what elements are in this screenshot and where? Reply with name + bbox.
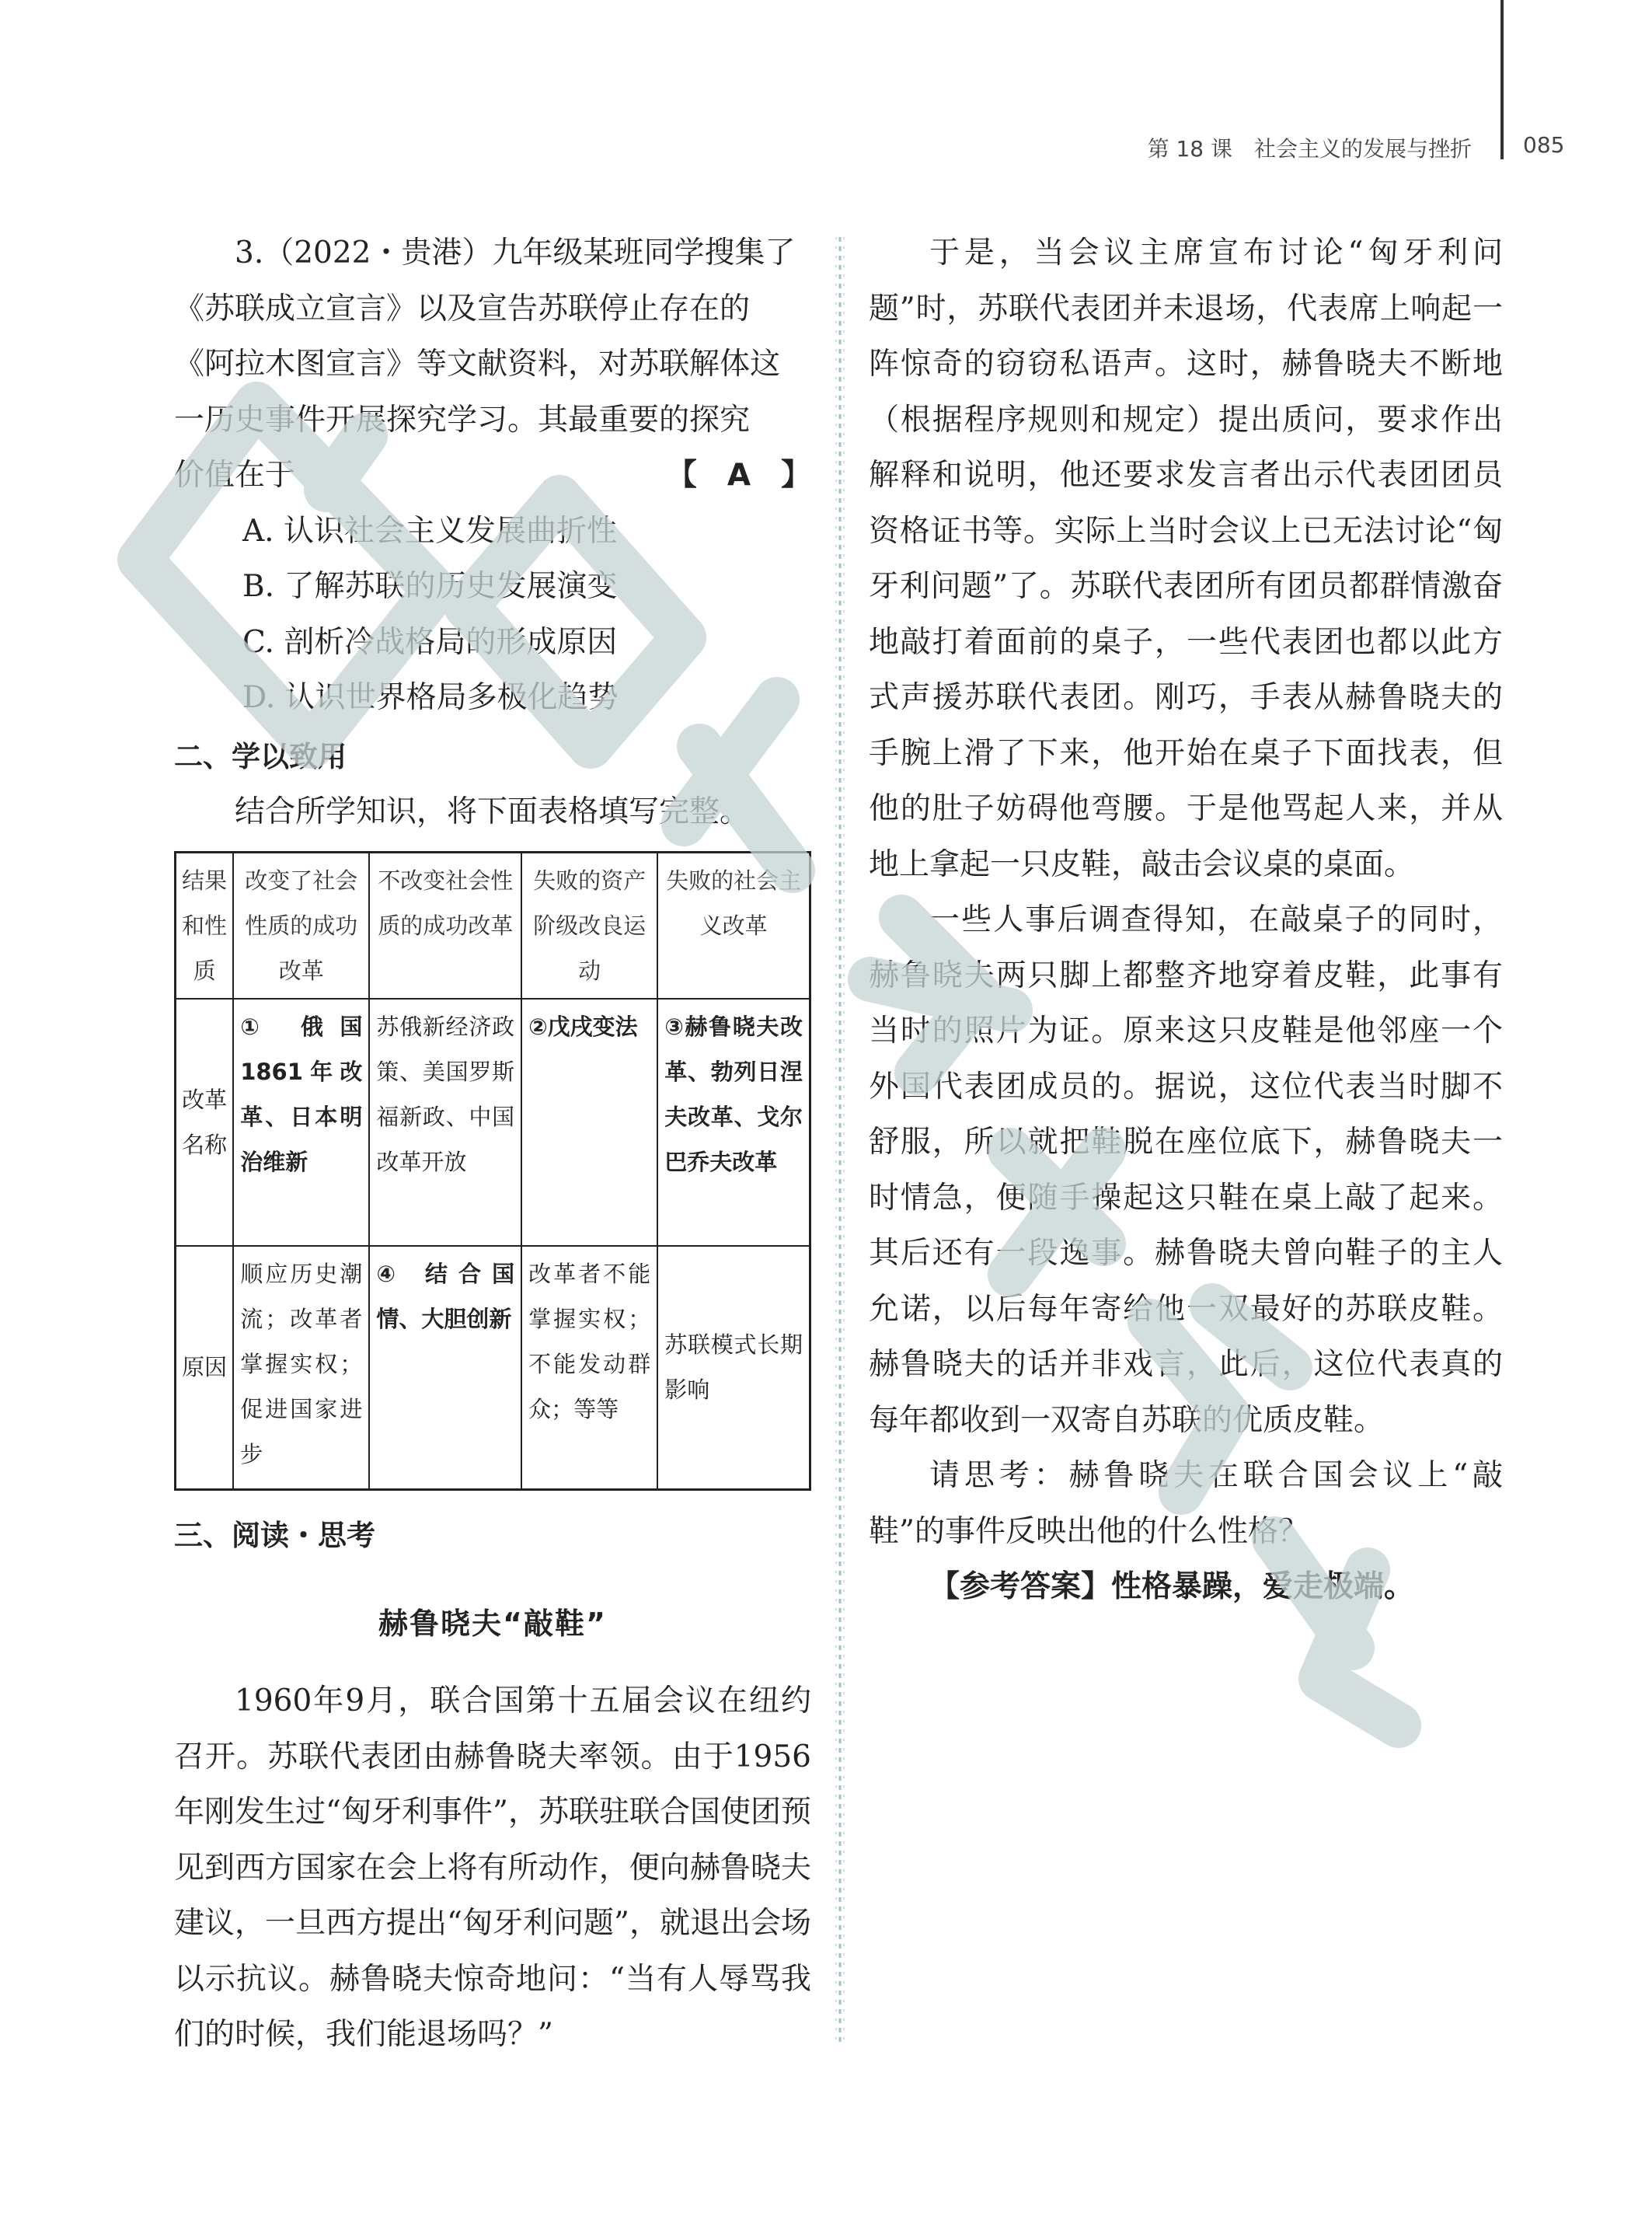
table-instruction: 结合所学知识，将下面表格填写完整。	[235, 794, 751, 829]
table-cell: 顺应历史潮流；改革者掌握实权；促进国家进步	[233, 1246, 369, 1490]
table-cell-answer: ④ 结合国情、大胆创新	[369, 1246, 521, 1490]
option-b: B. 了解苏联的历史发展演变	[242, 569, 618, 604]
article-title: 赫鲁晓夫“敲鞋”	[378, 1606, 607, 1641]
table-cell-answer: ②戊戌变法	[521, 999, 657, 1246]
table-header-cell: 失败的资产阶级改良运动	[521, 852, 657, 999]
option-a: A. 认识社会主义发展曲折性	[242, 513, 617, 549]
table-row	[176, 999, 810, 1246]
option-d: D. 认识世界格局多极化趋势	[242, 680, 619, 715]
question-stem-line: 《阿拉木图宣言》等文献资料，对苏联解体这	[174, 347, 781, 382]
column-divider	[834, 237, 846, 2044]
right-column	[869, 225, 1503, 1615]
table-header-row	[176, 852, 810, 999]
question-stem-line: 一历史事件开展探究学习。其最重要的探究	[174, 402, 751, 438]
article-paragraph: 一些人事后调查得知，在敲桌子的同时，赫鲁晓夫两只脚上都整齐地穿着皮鞋，此事有当时的照片为证。原来这只皮鞋是他邻座一个外国代表团成员的。据说，这位代表当时脚不舒服，所以就把鞋脱在座位底下，赫鲁晓夫一时情急，便随手操起这只鞋在桌上敲了起来。其后还有一段逸事。赫鲁晓夫曾向鞋子的主人允诺，以后每年寄给他一双最好的苏联皮鞋。赫鲁晓夫的话并非戏言，此后，这位代表真的每年都收到一双寄自苏联的优质皮鞋。	[869, 902, 1503, 1438]
option-c: C. 剖析冷战格局的形成原因	[242, 624, 618, 660]
question-stem-line: 3.（2022・贵港）九年级某班同学搜集了	[235, 236, 796, 270]
table-cell-answer: ③赫鲁晓夫改革、勃列日涅夫改革、戈尔巴乔夫改革	[657, 999, 810, 1246]
reform-table	[174, 851, 811, 1492]
answer-bracket: 【 A 】	[666, 458, 811, 493]
running-header: 第 18 课 社会主义的发展与挫折	[1147, 136, 1472, 162]
article-paragraph: 于是，当会议主席宣布讨论“匈牙利问题”时，苏联代表团并未退场，代表席上响起一阵惊奇的窃窃私语声。这时，赫鲁晓夫不断地（根据程序规则和规定）提出质问，要求作出解释和说明，他还要求发言者出示代表团团员资格证书等。实际上当时会议上已无法讨论“匈牙利问题”了。苏联代表团所有团员都群情激奋地敲打着面前的桌子，一些代表团也都以此方式声援苏联代表团。刚巧，手表从赫鲁晓夫的手腕上滑了下来，他开始在桌子下面找表，但他的肚子妨碍他弯腰。于是他骂起人来，并从地上拿起一只皮鞋，敲击会议桌的桌面。	[869, 236, 1503, 882]
table-row-label: 改革名称	[176, 999, 234, 1246]
reference-answer: 【参考答案】性格暴躁，爱走极端。	[929, 1569, 1415, 1604]
table-cell: 苏联模式长期影响	[657, 1246, 810, 1490]
table-header-cell: 结果和性质	[176, 852, 234, 999]
question-stem-line: 《苏联成立宣言》以及宣告苏联停止存在的	[174, 291, 751, 326]
section-title: 三、阅读・思考	[174, 1519, 375, 1552]
question-answer-line	[174, 448, 811, 504]
table-row-label: 原因	[176, 1246, 234, 1490]
section-title: 二、学以致用	[174, 739, 347, 773]
table-cell: 改革者不能掌握实权；不能发动群众；等等	[521, 1246, 657, 1490]
question-prompt: 请思考：赫鲁晓夫在联合国会议上“敲鞋”的事件反映出他的什么性格？	[869, 1458, 1503, 1549]
option-list	[242, 504, 811, 726]
page-number: 085	[1523, 132, 1565, 158]
table-cell: 苏俄新经济政策、美国罗斯福新政、中国改革开放	[369, 999, 521, 1246]
table-cell-answer: ① 俄国1861年改革、日本明治维新	[233, 999, 369, 1246]
article-paragraph: 1960年9月，联合国第十五届会议在纽约召开。苏联代表团由赫鲁晓夫率领。由于1956年刚发生过“匈牙利事件”，苏联驻联合国使团预见到西方国家在会上将有所动作，便向赫鲁晓夫建议，一旦西方提出“匈牙利问题”，就退出会场以示抗议。赫鲁晓夫惊奇地问：“当有人辱骂我们的时候，我们能退场吗？”	[174, 1683, 811, 2052]
table-header-cell: 失败的社会主义改革	[657, 852, 810, 999]
question-stem-end: 价值在于	[174, 458, 296, 493]
header-rule	[1500, 0, 1504, 159]
table-header-cell: 改变了社会性质的成功改革	[233, 852, 369, 999]
question-3	[174, 225, 811, 726]
table-row	[176, 1246, 810, 1490]
table-header-cell: 不改变社会性质的成功改革	[369, 852, 521, 999]
left-column	[174, 225, 811, 2063]
